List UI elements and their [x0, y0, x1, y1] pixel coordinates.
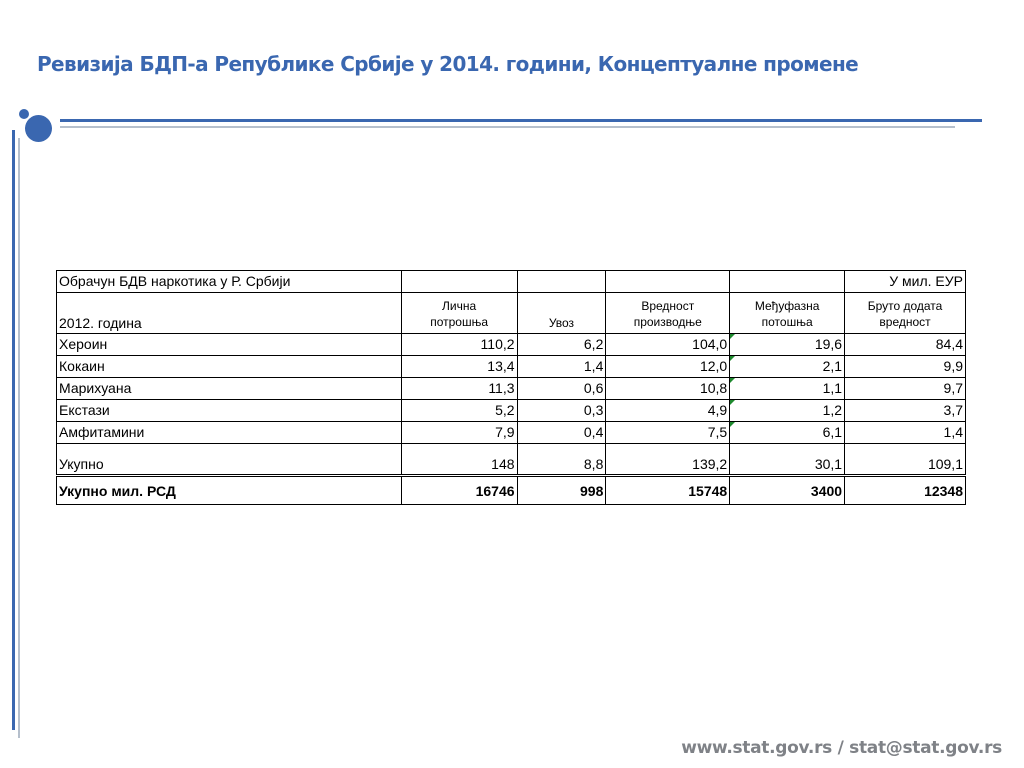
cell: 6,1	[730, 422, 845, 444]
header-rule-blue	[60, 119, 982, 122]
cell: 12,0	[606, 356, 730, 378]
total-row	[57, 476, 966, 505]
cell: 139,2	[606, 444, 730, 476]
cell: 0,4	[517, 422, 606, 444]
slide-title: Ревизија БДП-а Републике Србије у 2014. години, Концептуалне промене	[37, 52, 859, 76]
column-header-row	[57, 293, 966, 334]
row-label: Кокаин	[57, 356, 402, 378]
cell: 2,1	[730, 356, 845, 378]
error-flag-icon	[730, 356, 735, 361]
cell: 5,2	[401, 400, 517, 422]
cell: 7,9	[401, 422, 517, 444]
table-caption: Обрачун БДВ наркотика у Р. Србији	[57, 271, 402, 293]
footer-contact: www.stat.gov.rs / stat@stat.gov.rs	[681, 738, 1002, 758]
row-label: Екстази	[57, 400, 402, 422]
row-label: Укупно	[57, 444, 402, 476]
cell: 16746	[401, 476, 517, 505]
logo-dot-small	[19, 109, 29, 119]
row-label: Укупно мил. РСД	[57, 476, 402, 505]
cell: 1,2	[730, 400, 845, 422]
table-row	[57, 400, 966, 422]
year-label: 2012. година	[57, 293, 402, 334]
cell: 8,8	[517, 444, 606, 476]
cell: 0,6	[517, 378, 606, 400]
cell: 6,2	[517, 334, 606, 356]
row-label: Амфитамини	[57, 422, 402, 444]
column-header: Увоз	[517, 293, 606, 334]
cell: 30,1	[730, 444, 845, 476]
table-row	[57, 334, 966, 356]
narcotics-gva-table	[56, 270, 966, 505]
table-row	[57, 356, 966, 378]
cell: 1,4	[845, 422, 966, 444]
cell: 15748	[606, 476, 730, 505]
unit-label: У мил. ЕУР	[845, 271, 966, 293]
error-flag-icon	[730, 378, 735, 383]
cell: 104,0	[606, 334, 730, 356]
column-header: Бруто додата вредност	[845, 293, 966, 334]
cell: 148	[401, 444, 517, 476]
cell: 7,5	[606, 422, 730, 444]
sum-row	[57, 444, 966, 476]
error-flag-icon	[730, 422, 735, 427]
header-rule-grey	[60, 126, 955, 128]
cell: 19,6	[730, 334, 845, 356]
cell: 9,7	[845, 378, 966, 400]
cell: 11,3	[401, 378, 517, 400]
column-header: Лична потрошња	[401, 293, 517, 334]
cell: 10,8	[606, 378, 730, 400]
cell: 84,4	[845, 334, 966, 356]
cell: 3,7	[845, 400, 966, 422]
cell: 109,1	[845, 444, 966, 476]
cell: 4,9	[606, 400, 730, 422]
column-header: Међуфазна потошња	[730, 293, 845, 334]
row-label: Хероин	[57, 334, 402, 356]
row-label: Марихуана	[57, 378, 402, 400]
cell: 9,9	[845, 356, 966, 378]
cell: 12348	[845, 476, 966, 505]
cell: 0,3	[517, 400, 606, 422]
logo-dot-large	[25, 115, 52, 142]
cell: 110,2	[401, 334, 517, 356]
table-row	[57, 378, 966, 400]
cell: 13,4	[401, 356, 517, 378]
side-rule-grey	[18, 138, 20, 738]
side-rule-blue	[12, 130, 15, 730]
cell: 998	[517, 476, 606, 505]
table-row	[57, 422, 966, 444]
column-header: Вредност производње	[606, 293, 730, 334]
cell: 1,4	[517, 356, 606, 378]
cell: 1,1	[730, 378, 845, 400]
cell: 3400	[730, 476, 845, 505]
error-flag-icon	[730, 400, 735, 405]
table-caption-row	[57, 271, 966, 293]
error-flag-icon	[730, 334, 735, 339]
